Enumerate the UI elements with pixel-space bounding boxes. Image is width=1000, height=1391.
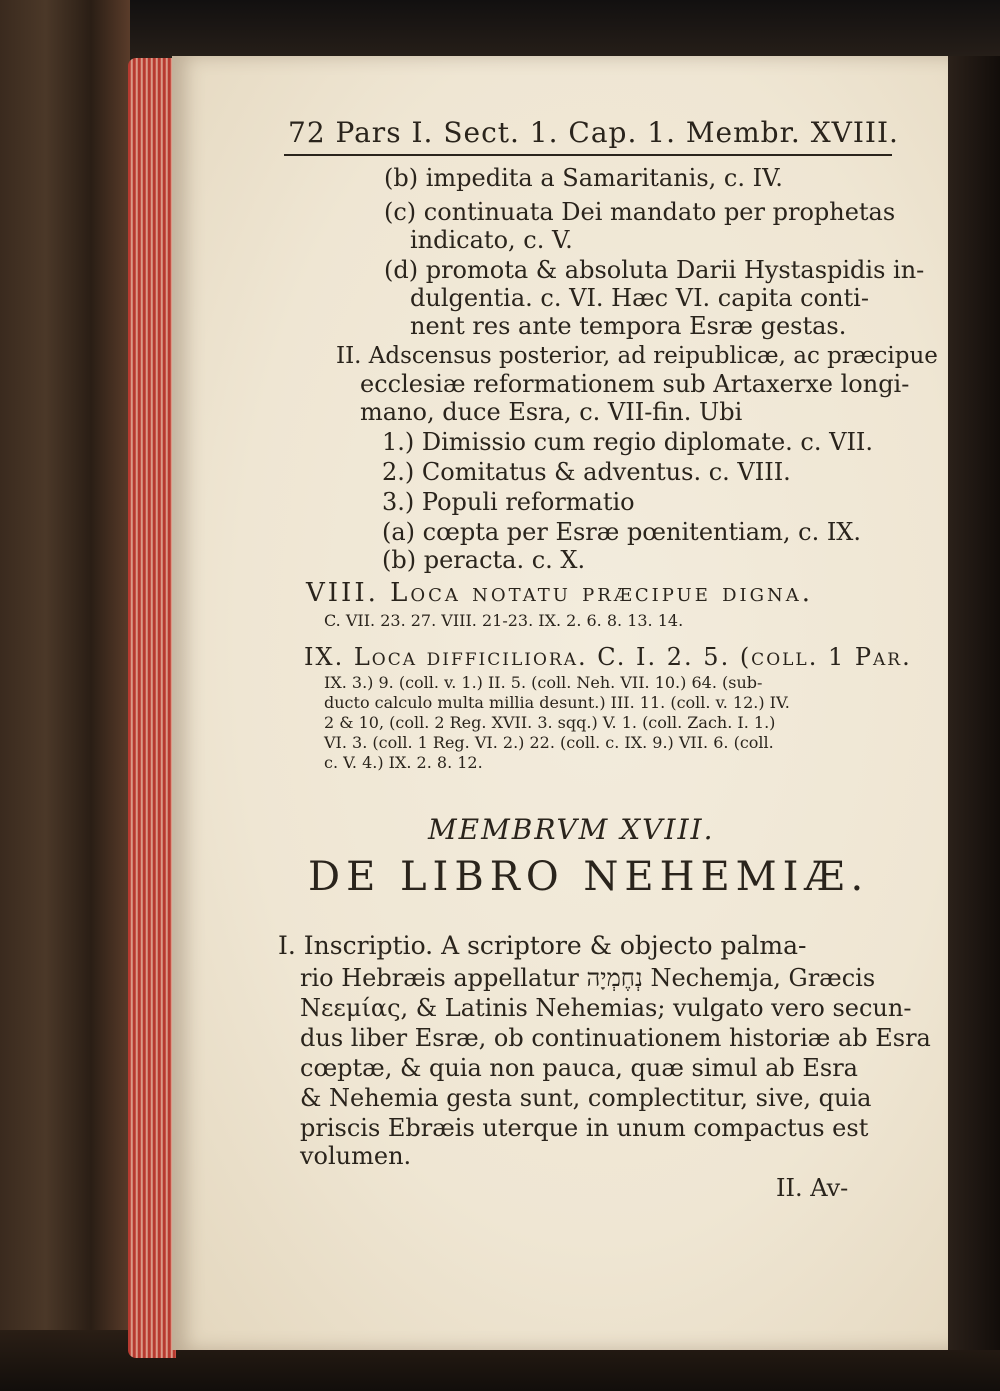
text-line: ecclesiæ reformationem sub Artaxerxe longi- xyxy=(360,370,910,398)
membrum-heading: MEMBRVM XVIII. xyxy=(428,813,715,846)
text-line: rio Hebræis appellatur נְחֶמְיָה Nechemja, Græcis xyxy=(300,964,876,992)
text-line: II. Adscensus posterior, ad reipublicæ, ac præcipue xyxy=(336,343,938,369)
reference-line: ducto calculo multa millia desunt.) III. 11. (coll. v. 12.) IV. xyxy=(324,693,790,712)
text-line: Νεεμίας, & Latinis Nehemias; vulgato vero secun- xyxy=(300,994,912,1022)
list-item: 1.) Dimissio cum regio diplomate. c. VII. xyxy=(382,428,874,456)
text-line: priscis Ebræis uterque in unum compactus est xyxy=(300,1114,869,1142)
reference-line: c. V. 4.) IX. 2. 8. 12. xyxy=(324,753,483,772)
page-content xyxy=(172,56,948,1350)
reference-line: 2 & 10, (coll. 2 Reg. XVII. 3. sqq.) V. 1. (coll. Zach. I. 1.) xyxy=(324,713,776,732)
chapter-title: DE LIBRO NEHEMIÆ. xyxy=(308,854,870,900)
text-line: dulgentia. c. VI. Hæc VI. capita conti- xyxy=(410,284,869,312)
list-item: 2.) Comitatus & adventus. c. VIII. xyxy=(382,458,791,486)
reference-line: VI. 3. (coll. 1 Reg. VI. 2.) 22. (coll. c. IX. 9.) VII. 6. (coll. xyxy=(324,733,774,752)
header-rule xyxy=(284,154,892,156)
text-line: & Nehemia gesta sunt, complectitur, sive, quia xyxy=(300,1084,872,1112)
text-line: (d) promota & absoluta Darii Hystaspidis in- xyxy=(384,256,925,284)
text-line: indicato, c. V. xyxy=(410,226,573,254)
section-heading: IX. Loca difficiliora. C. I. 2. 5. (coll. 1 Par. xyxy=(304,643,912,671)
list-item: (a) cœpta per Esræ pœnitentiam, c. IX. xyxy=(382,518,862,546)
page-edges xyxy=(128,58,176,1358)
book-cover-spine xyxy=(0,0,130,1391)
text-line: (c) continuata Dei mandato per prophetas xyxy=(384,198,896,226)
text-line: nent res ante tempora Esræ gestas. xyxy=(410,312,847,340)
text-line: I. Inscriptio. A scriptore & objecto palma- xyxy=(278,931,807,960)
book-page xyxy=(172,56,948,1350)
reference-line: C. VII. 23. 27. VIII. 21-23. IX. 2. 6. 8. 13. 14. xyxy=(324,611,684,630)
text-line: volumen. xyxy=(300,1142,412,1170)
section-heading: VIII. Loca notatu præcipue digna. xyxy=(306,578,814,608)
text-line: (b) impedita a Samaritanis, c. IV. xyxy=(384,164,783,192)
text-line: dus liber Esræ, ob continuationem historiæ ab Esra xyxy=(300,1024,931,1052)
list-item: (b) peracta. c. X. xyxy=(382,546,586,574)
text-line: mano, duce Esra, c. VII-fin. Ubi xyxy=(360,398,743,426)
text-line: cœptæ, & quia non pauca, quæ simul ab Esra xyxy=(300,1054,858,1082)
reference-line: IX. 3.) 9. (coll. v. 1.) II. 5. (coll. Neh. VII. 10.) 64. (sub- xyxy=(324,673,763,692)
catchword: II. Av- xyxy=(776,1174,849,1202)
running-head: 72 Pars I. Sect. 1. Cap. 1. Membr. XVIII. xyxy=(288,116,899,149)
facing-page-gutter xyxy=(948,56,1000,1350)
list-item: 3.) Populi reformatio xyxy=(382,488,635,516)
